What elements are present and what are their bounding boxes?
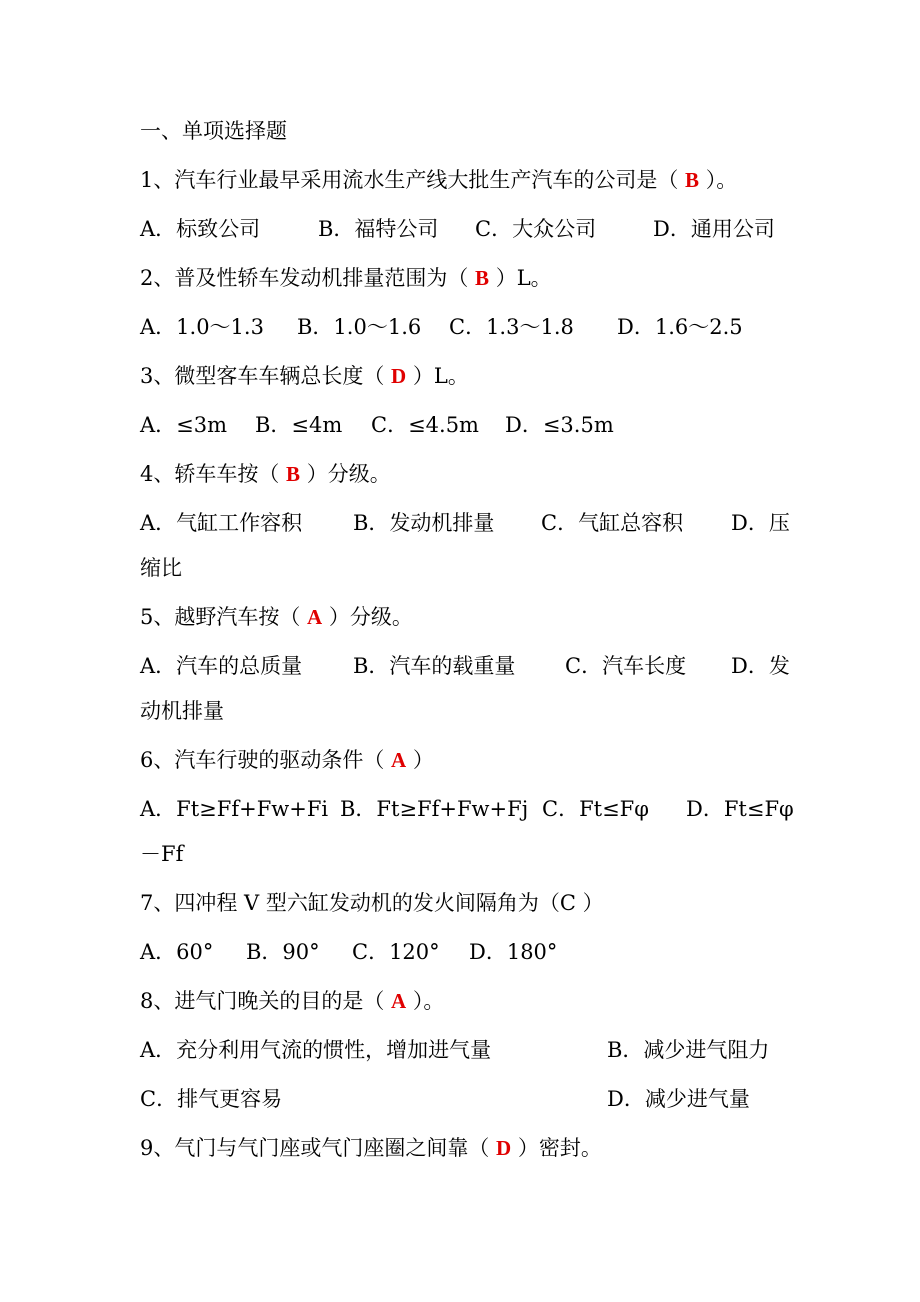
options-8-row-2 [140,1085,750,1113]
options-6-continuation: －Ff [140,842,184,866]
option-d: D．Ft≤Fφ [686,797,794,821]
options-5-continuation: 动机排量 [140,699,224,723]
options-4 [140,509,790,537]
question-3 [140,362,469,390]
option-c: C．≤4.5m [371,413,479,437]
option-d: D．发 [731,654,790,678]
option-c: C．大众公司 [475,217,597,241]
option-a: A．Ft≥Ff+Fw+Fi [140,797,329,821]
options-3 [140,411,614,439]
option-b: B．减少进气阻力 [607,1038,770,1062]
question-text: 3、微型客车车辆总长度（ [140,364,392,388]
option-a: A．60° [140,940,214,964]
option-b: B．1.0～1.6 [297,315,422,339]
options-6 [140,795,794,823]
option-a: A．气缸工作容积 [140,511,303,535]
option-c: C．排气更容易 [140,1087,283,1111]
option-d: D．压 [731,511,790,535]
answer-mark: B [685,168,700,192]
answer-mark: D [496,1136,512,1160]
question-8 [140,987,444,1015]
option-c: C．120° [352,940,440,964]
answer-mark: B [286,462,301,486]
question-text: 6、汽车行驶的驱动条件（ [140,748,392,772]
question-5 [140,603,413,631]
option-a: A．充分利用气流的惯性，增加进气量 [140,1038,492,1062]
option-d: D．≤3.5m [505,413,614,437]
option-b: B．发动机排量 [353,511,495,535]
question-suffix: ）分级。 [322,605,413,629]
question-text: 2、普及性轿车发动机排量范围为（ [140,266,476,290]
option-b: B．Ft≥Ff+Fw+Fj [340,797,529,821]
option-b: B．福特公司 [318,217,439,241]
question-suffix: ）密封。 [511,1136,602,1160]
options-7 [140,938,557,966]
answer-mark: A [391,748,407,772]
question-text: 4、轿车车按（ [140,462,287,486]
question-suffix: ）L。 [406,364,469,388]
option-c: C．Ft≤Fφ [542,797,649,821]
option-a: A．1.0～1.3 [140,315,264,339]
question-2 [140,264,552,292]
option-d: D．180° [469,940,558,964]
question-7 [140,889,604,917]
option-b: B．汽车的载重量 [353,654,516,678]
question-suffix: ）L。 [489,266,552,290]
question-9 [140,1134,602,1162]
options-5 [140,652,790,680]
option-c: C．汽车长度 [565,654,687,678]
question-suffix: ）。 [699,168,738,192]
option-b: B．≤4m [255,413,343,437]
answer-mark: D [391,364,407,388]
option-d: D．通用公司 [653,217,775,241]
answer-mark: A [391,989,407,1013]
question-text: 5、越野汽车按（ [140,605,308,629]
question-text: 7、四冲程 V 型六缸发动机的发火间隔角为（C ） [140,891,604,915]
answer-mark: A [307,605,323,629]
question-1 [140,166,737,194]
question-suffix: ）分级。 [300,462,391,486]
question-text: 9、气门与气门座或气门座圈之间靠（ [140,1136,497,1160]
options-8-row-1 [140,1036,769,1064]
section-title: 一、单项选择题 [140,119,287,143]
options-1 [140,215,775,243]
options-4-continuation: 缩比 [140,556,182,580]
option-a: A．≤3m [140,413,228,437]
question-text: 8、进气门晚关的目的是（ [140,989,392,1013]
options-2 [140,313,743,341]
answer-mark: B [475,266,490,290]
question-text: 1、汽车行业最早采用流水生产线大批生产汽车的公司是（ [140,168,686,192]
question-suffix: ） [406,748,434,772]
question-suffix: ）。 [406,989,445,1013]
option-c: C．气缸总容积 [541,511,684,535]
question-6 [140,746,434,774]
option-a: A．标致公司 [140,217,261,241]
option-d: D．1.6～2.5 [617,315,743,339]
option-b: B．90° [246,940,320,964]
option-c: C．1.3～1.8 [449,315,574,339]
option-a: A．汽车的总质量 [140,654,303,678]
option-d: D．减少进气量 [607,1087,750,1111]
question-4 [140,460,391,488]
